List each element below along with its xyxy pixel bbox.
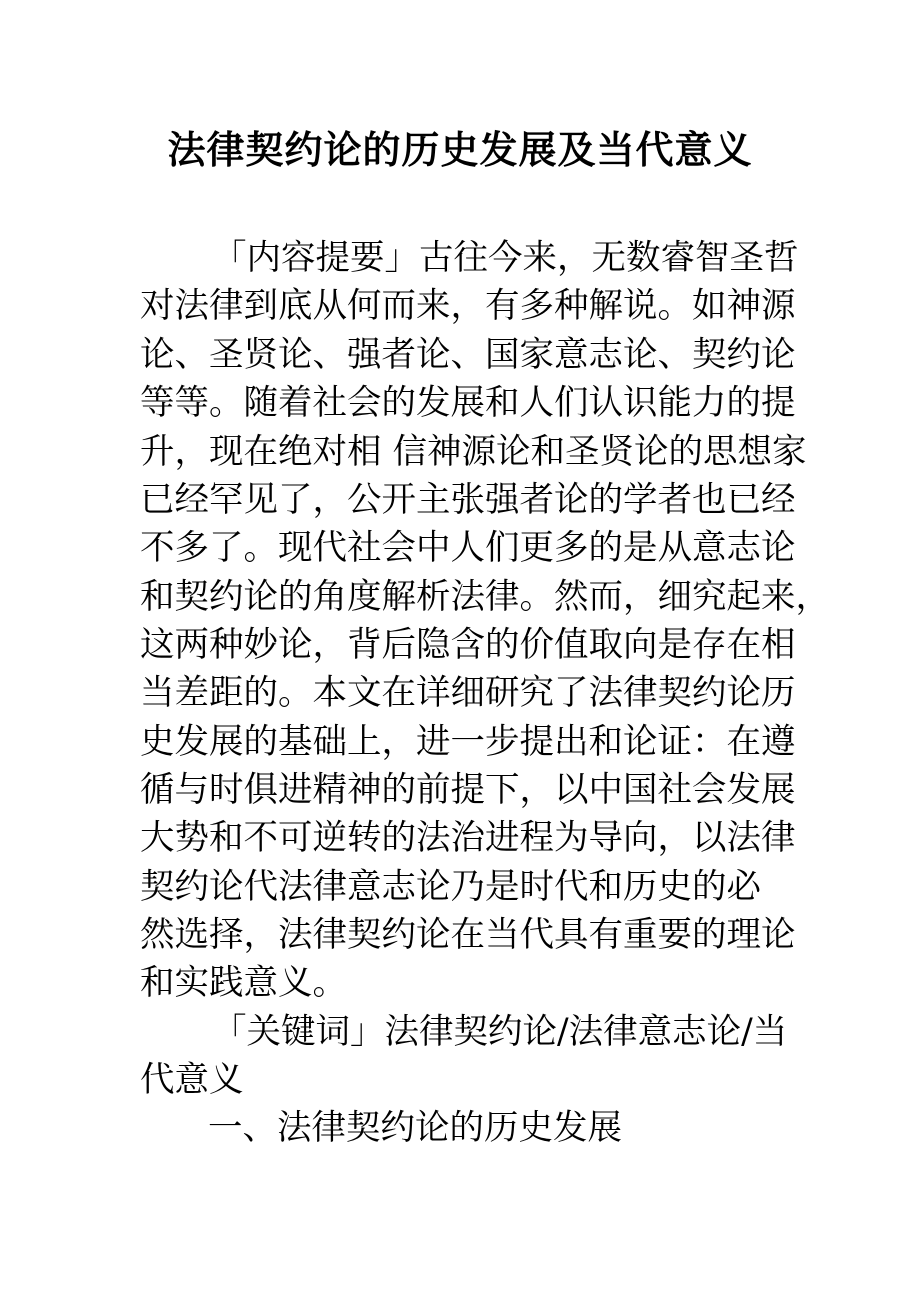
abstract-line: 然选择，法律契约论在当代具有重要的理论	[140, 915, 796, 955]
keywords-line: 代意义	[140, 1060, 244, 1100]
abstract-line: 这两种妙论，背后隐含的价值取向是存在相	[140, 625, 796, 665]
abstract-line: 对法律到底从何而来，有多种解说。如神源	[140, 286, 796, 326]
abstract-line: 不多了。现代社会中人们更多的是从意志论	[140, 528, 796, 568]
keywords-line: 「关键词」法律契约论/法律意志论/当	[212, 1012, 788, 1052]
abstract-line: 已经罕见了，公开主张强者论的学者也已经	[140, 480, 796, 520]
abstract-line: 「内容提要」古往今来，无数睿智圣哲	[212, 238, 799, 278]
abstract-line: 契约论代法律意志论乃是时代和历史的必	[140, 867, 761, 907]
abstract-line: 升，现在绝对相 信神源论和圣贤论的思想家	[140, 432, 807, 472]
abstract-line: 论、圣贤论、强者论、国家意志论、契约论	[140, 335, 796, 375]
abstract-line: 和契约论的角度解析法律。然而，细究起来，	[140, 577, 830, 617]
section-heading: 一、法律契约论的历史发展	[208, 1108, 622, 1148]
document-title: 法律契约论的历史发展及当代意义	[167, 127, 753, 172]
abstract-line: 史发展的基础上，进一步提出和论证：在遵	[140, 722, 796, 762]
abstract-line: 等等。随着社会的发展和人们认识能力的提	[140, 383, 796, 423]
abstract-line: 循与时俱进精神的前提下，以中国社会发展	[140, 770, 796, 810]
abstract-line: 和实践意义。	[140, 963, 347, 1003]
abstract-line: 大势和不可逆转的法治进程为导向，以法律	[140, 818, 796, 858]
abstract-line: 当差距的。本文在详细研究了法律契约论历	[140, 673, 796, 713]
